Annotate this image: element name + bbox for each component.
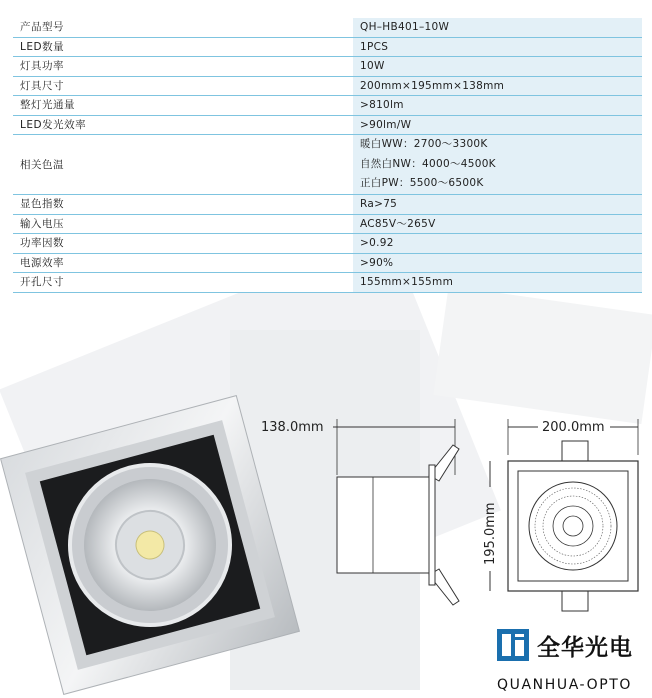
spec-row xyxy=(13,273,642,293)
spec-row xyxy=(13,37,642,57)
spec-label: 开孔尺寸 xyxy=(13,273,353,293)
spec-value: >810lm xyxy=(353,96,642,116)
spec-label: 显色指数 xyxy=(13,195,353,215)
spring-clip-bottom xyxy=(562,591,588,611)
spec-row xyxy=(13,57,642,77)
side-view-drawing xyxy=(255,405,475,635)
spec-row xyxy=(13,96,642,116)
spec-value: >90lm/W xyxy=(353,115,642,135)
background-shape xyxy=(433,286,652,424)
spec-label: 电源效率 xyxy=(13,253,353,273)
spec-row xyxy=(13,195,642,215)
height-dimension-label: 195.0mm xyxy=(483,502,498,565)
front-view-drawing xyxy=(478,405,652,635)
spec-row xyxy=(13,115,642,135)
reflector-outer xyxy=(529,482,617,570)
spec-label: LED数量 xyxy=(13,37,353,57)
brand-name-en: QUANHUA-OPTO xyxy=(497,677,633,693)
spec-label: 功率因数 xyxy=(13,234,353,254)
spec-value: 200mm×195mm×138mm xyxy=(353,76,642,96)
spec-table xyxy=(13,18,642,293)
spec-label: 整灯光通量 xyxy=(13,96,353,116)
spring-clip-top xyxy=(562,441,588,461)
quanhua-logo-icon xyxy=(497,629,529,661)
spec-value: 155mm×155mm xyxy=(353,273,642,293)
trim-frame-edge xyxy=(429,465,435,585)
spec-value: 10W xyxy=(353,57,642,77)
brand-logo xyxy=(497,626,647,696)
spec-row xyxy=(13,135,642,195)
spec-value: 1PCS xyxy=(353,37,642,57)
spec-value xyxy=(353,135,642,195)
spec-row xyxy=(13,253,642,273)
color-temp-cool: 正白PW：5500～6500K xyxy=(360,177,484,190)
color-temp-natural: 自然白NW：4000～4500K xyxy=(360,157,496,170)
spec-label: 相关色温 xyxy=(13,135,353,195)
color-temp-warm: 暖白WW：2700～3300K xyxy=(360,138,488,150)
spec-value: >0.92 xyxy=(353,234,642,254)
width-dimension-label: 200.0mm xyxy=(542,420,605,435)
lamp-body-outline xyxy=(337,477,429,573)
spec-row xyxy=(13,18,642,37)
spec-value: Ra>75 xyxy=(353,195,642,215)
spec-value: QH–HB401–10W xyxy=(353,18,642,37)
depth-dimension-label: 138.0mm xyxy=(261,420,324,435)
spec-label: 灯具功率 xyxy=(13,57,353,77)
spec-row xyxy=(13,76,642,96)
spec-label: 输入电压 xyxy=(13,214,353,234)
spec-label: 灯具尺寸 xyxy=(13,76,353,96)
spec-row xyxy=(13,214,642,234)
brand-name-cn: 全华光电 xyxy=(537,635,633,661)
spec-value: AC85V～265V xyxy=(353,214,642,234)
spec-row xyxy=(13,234,642,254)
spec-value: >90% xyxy=(353,253,642,273)
spec-label: 产品型号 xyxy=(13,18,353,37)
spec-label: LED发光效率 xyxy=(13,115,353,135)
